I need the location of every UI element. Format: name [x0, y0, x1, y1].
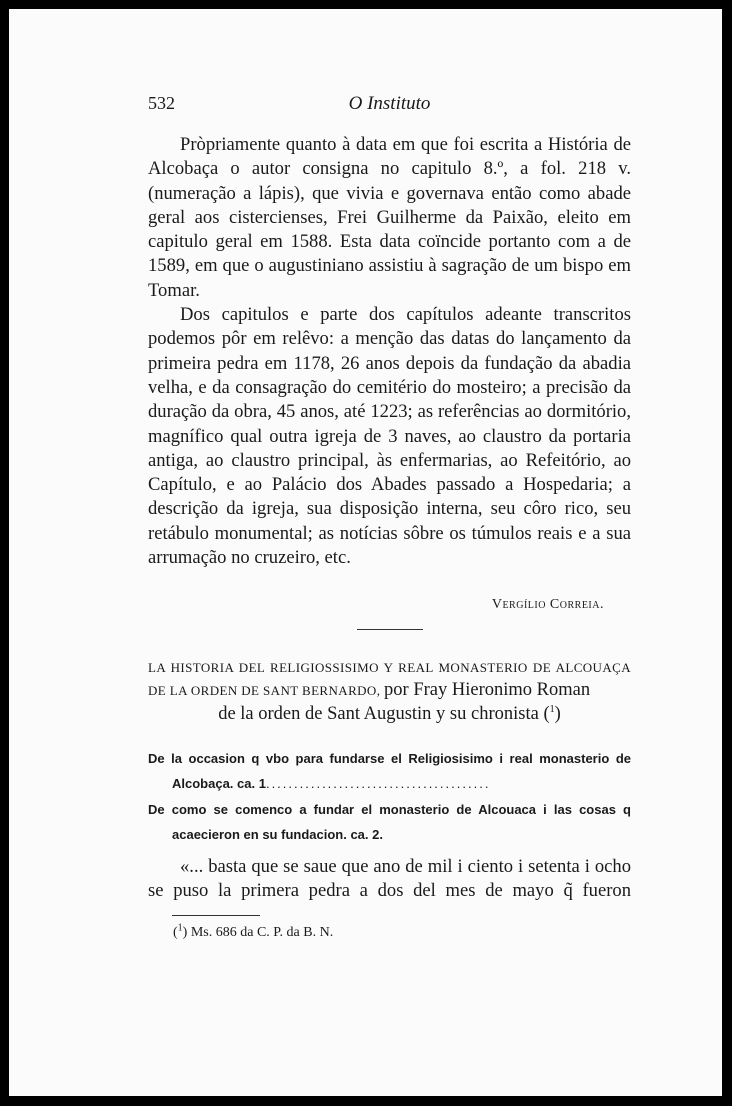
paragraph: Dos capitulos e parte dos capítulos adeante transcritos podemos pôr em relêvo: a menção das datas do lançamento da primeira pedra em 1178, 26 anos depois da fundação da abadia velha, e da consagração do cemitério do mosteiro; a precisão da duração da obra, 45 anos, até 1223; as referências ao dormitório, magnífico qual outra igreja de 3 naves, ao claustro da portaria antiga, ao claustro principal, às enfermarias, ao Refeitório, ao Capítulo, e ao Palácio dos Abades passado a Hospedaria; a descrição da igreja, sua disposição interna, seu côro rico, seu retábulo monumental; as notícias sôbre os túmulos reais e a sua arrumação no cruzeiro, etc. — [148, 304, 631, 569]
author-signature: Vergílio Correia. — [491, 597, 604, 612]
title-caps: LA HISTORIA DEL RELIGIOSSISIMO Y REAL MONASTERIO DE ALCOUAÇA DE LA ORDEN DE SANT BERNARDO, — [148, 660, 631, 698]
page-number: 532 — [148, 93, 175, 113]
title-subtitle: de la orden de Sant Augustin y su chronista — [218, 704, 539, 724]
table-of-contents — [148, 747, 631, 849]
toc-entry-text: De como se comenco a fundar el monasterio de Alcouaca i las cosas q acaecieron en su fundacion. ca. 2. — [148, 802, 631, 842]
toc-entry — [148, 747, 631, 796]
page-header — [148, 93, 631, 119]
section-divider — [357, 629, 423, 630]
footnote-marker: 1 — [177, 922, 183, 934]
title-author: por Fray Hieronimo Roman — [384, 680, 591, 700]
document-title — [148, 657, 631, 726]
footnote-text: Ms. 686 da C. P. da B. N. — [190, 925, 334, 940]
footnote-ref: 1 — [549, 703, 555, 715]
title-line — [148, 657, 631, 702]
toc-entry-text: De la occasion q vbo para fundarse el Religiosisimo i real monasterio de Alcobaça. ca. 1 — [148, 751, 631, 791]
toc-entry — [148, 798, 631, 847]
toc-leader: ........................................ — [265, 775, 491, 791]
running-title: O Instituto — [348, 93, 431, 114]
document-page — [9, 9, 722, 1096]
paragraph: Pròpriamente quanto à data em que foi escrita a História de Alcobaça o autor consigna no capitulo 8.º, a fol. 218 v. (numeração a lápis), que vivia e governava então como abade geral aos cistercienses, Frei Guilherme da Paixão, eleito em capitulo geral em 1588. Esta data coïncide portanto com a de 1589, em que o augustiniano assistiu à sagração de um bispo em Tomar. — [148, 134, 631, 301]
quote-text: «... basta que se saue que ano de mil i ciento i setenta i ocho se puso la primera pedra a dos del mes de mayo q̃ fueron — [148, 856, 631, 902]
body-text — [148, 133, 631, 570]
footnote: ($^1$) Ms. 686 da C. P. da B. N. — [173, 922, 334, 940]
quote — [148, 855, 631, 904]
footnote-rule — [172, 915, 260, 916]
title-line: de la orden de Sant Augustin y su chronista ($^1$) — [218, 703, 561, 724]
